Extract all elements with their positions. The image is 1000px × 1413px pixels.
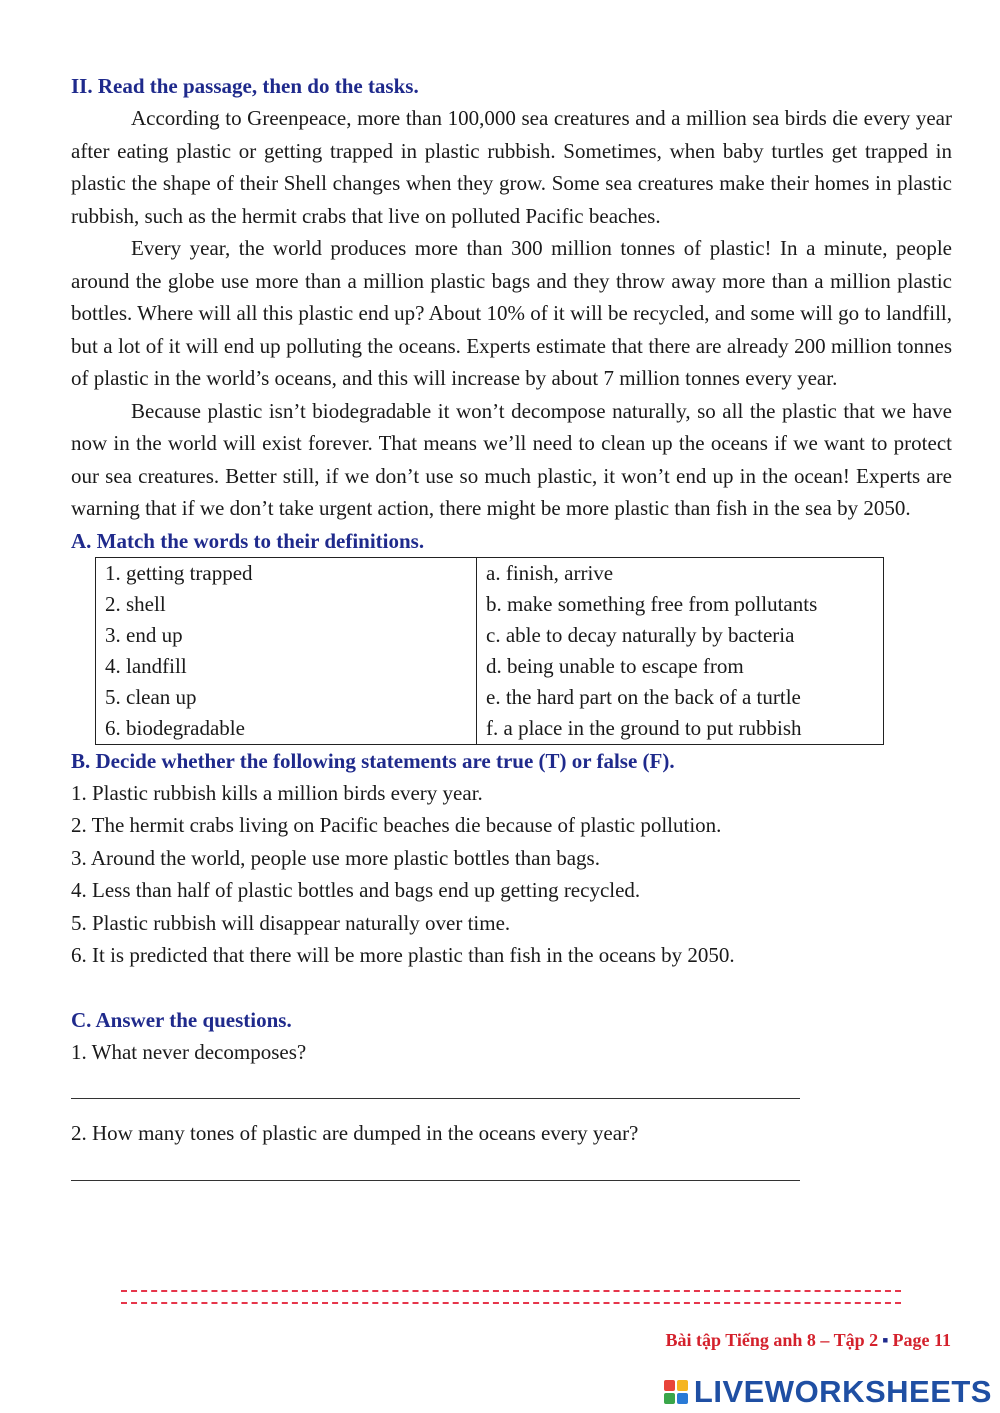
match-definition: a. finish, arrive — [486, 560, 614, 585]
statement-1: 1. Plastic rubbish kills a million birds every year. — [71, 780, 483, 805]
section-title: II. Read the passage, then do the tasks. — [71, 74, 419, 98]
question-1: 1. What never decomposes? — [71, 1039, 307, 1064]
match-definition: e. the hard part on the back of a turtle — [486, 684, 801, 709]
statement-5: 5. Plastic rubbish will disappear naturally over time. — [71, 910, 511, 935]
answer-line-1[interactable] — [71, 1098, 800, 1099]
table-row — [96, 651, 884, 682]
statement-4: 4. Less than half of plastic bottles and bags end up getting recycled. — [71, 878, 641, 902]
statement-3: 3. Around the world, people use more plastic bottles than bags. — [71, 845, 600, 870]
match-word: 4. landfill — [96, 651, 477, 682]
page-footer — [666, 1330, 951, 1351]
liveworksheets-logo — [664, 1374, 992, 1410]
logo-square-red — [664, 1380, 675, 1391]
task-c-title: C. Answer the questions. — [71, 1007, 292, 1032]
logo-square-green — [664, 1393, 675, 1404]
statement-2: 2. The hermit crabs living on Pacific beaches die because of plastic pollution. — [71, 813, 722, 837]
table-row — [96, 557, 884, 589]
matching-table — [95, 557, 884, 745]
footer-separator: ▪ — [882, 1330, 889, 1350]
match-word: 1. getting trapped — [96, 557, 477, 589]
match-definition: c. able to decay naturally by bacteria — [486, 622, 795, 647]
question-2: 2. How many tones of plastic are dumped in the oceans every year? — [71, 1121, 639, 1145]
footer-book-title: Bài tập Tiếng anh 8 – Tập 2 — [665, 1330, 879, 1350]
task-a-title: A. Match the words to their definitions. — [71, 528, 425, 553]
footer-page-number: Page 11 — [892, 1330, 951, 1350]
match-definition: f. a place in the ground to put rubbish — [486, 715, 802, 740]
logo-square-yellow — [677, 1380, 688, 1391]
match-definition: d. being unable to escape from — [486, 653, 744, 678]
match-word: 3. end up — [96, 620, 477, 651]
liveworksheets-logo-icon — [664, 1380, 688, 1404]
passage-paragraph-2: Every year, the world produces more than 300 million tonnes of plastic! In a minute, people around the globe use more than a million plastic bags and they throw away more than a million plastic bottles. Where will all this plastic end up? About 10% of it will be recycled, and some will go to landfill, but a lot of it will end up polluting the oceans. Experts estimate that there are already 200 million tonnes of plastic in the world’s oceans, and this will increase by about 7 million tonnes every year. — [71, 236, 952, 390]
page-divider — [121, 1290, 901, 1304]
match-word: 5. clean up — [96, 682, 477, 713]
table-row — [96, 589, 884, 620]
table-row — [96, 620, 884, 651]
table-row — [96, 682, 884, 713]
passage-paragraph-3: Because plastic isn’t biodegradable it won’t decompose naturally, so all the plastic that we have now in the world will exist forever. That means we’ll need to clean up the oceans if we want to protect our sea creatures. Better still, if we don’t use so much plastic, it won’t end up in the ocean! Experts are warning that if we don’t take urgent action, there might be more plastic than fish in the sea by 2050. — [71, 398, 952, 520]
match-word: 2. shell — [96, 589, 477, 620]
answer-line-2[interactable] — [71, 1180, 800, 1181]
liveworksheets-logo-text: LIVEWORKSHEETS — [693, 1374, 992, 1409]
table-row — [96, 713, 884, 745]
logo-square-blue — [677, 1393, 688, 1404]
statement-6: 6. It is predicted that there will be more plastic than fish in the oceans by 2050. — [71, 943, 735, 967]
task-b-title: B. Decide whether the following statements are true (T) or false (F). — [71, 748, 675, 773]
match-word: 6. biodegradable — [96, 713, 477, 745]
worksheet-page — [71, 70, 952, 1199]
match-definition: b. make something free from pollutants — [486, 591, 818, 616]
passage-paragraph-1: According to Greenpeace, more than 100,000 sea creatures and a million sea birds die every year after eating plastic or getting trapped in plastic rubbish. Sometimes, when baby turtles get trapped in plastic the shape of their Shell changes when they grow. Some sea creatures make their homes in plastic rubbish, such as the hermit crabs that live on polluted Pacific beaches. — [71, 106, 952, 228]
